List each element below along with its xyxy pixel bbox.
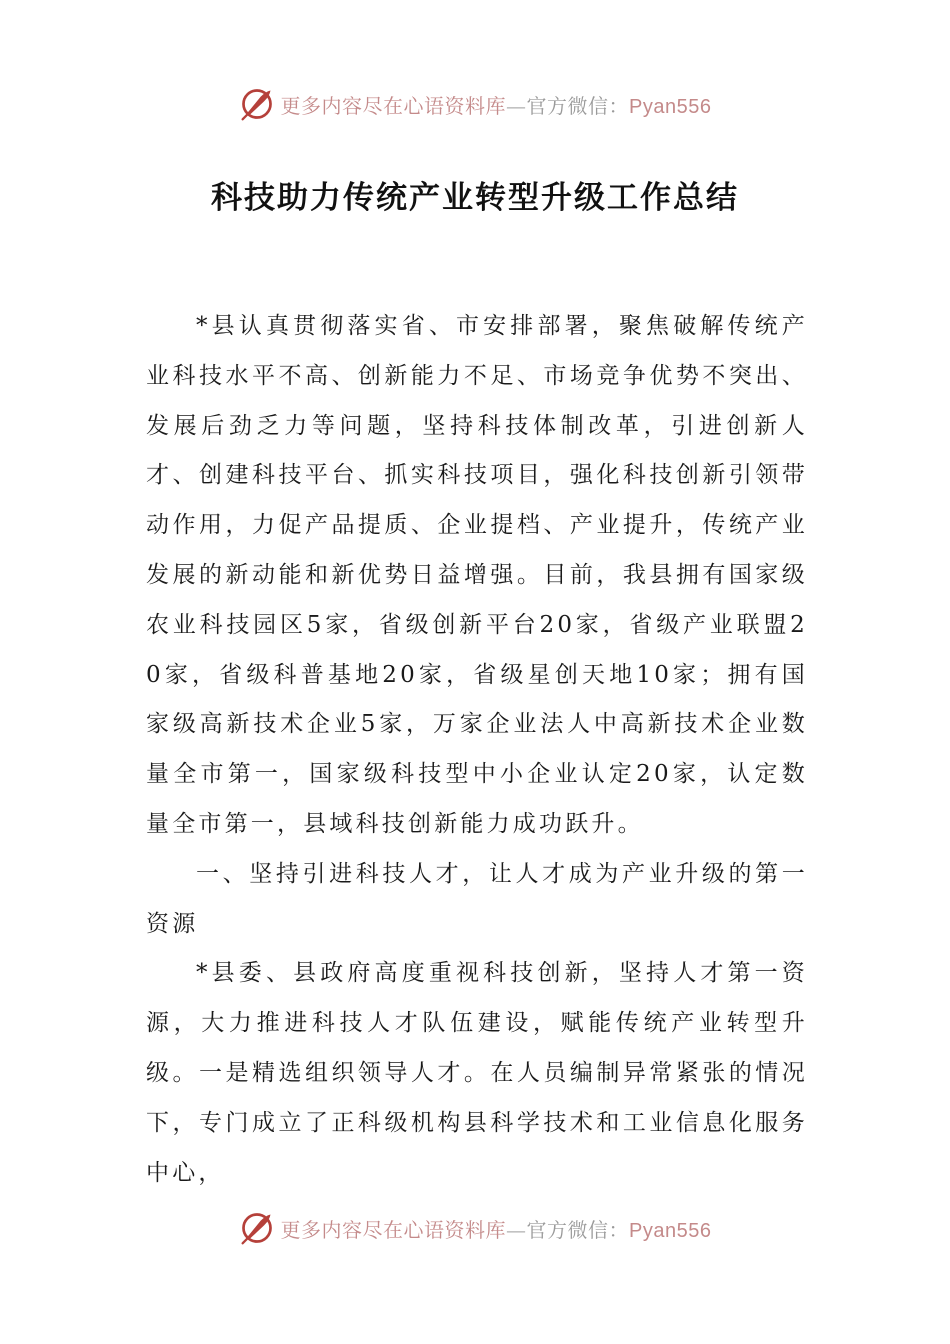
watermark-text [281, 90, 712, 119]
quill-pen-logo-icon [239, 1210, 275, 1246]
watermark-wechat-id: Pyan556 [629, 1219, 712, 1242]
footer-watermark [0, 1206, 950, 1250]
watermark-label: 官方微信： [526, 93, 630, 118]
body-paragraph-intro: *县认真贯彻落实省、市安排部署，聚焦破解传统产业科技水平不高、创新能力不足、市场竞争优势不突出、发展后劲乏力等问题，坚持科技体制改革，引进创新人才、创建科技平台、抓实科技项目，强化科技创新引领带动作用，力促产品提质、企业提档、产业提升，传统产业发展的新动能和新优势日益增强。目前，我县拥有国家级农业科技园区5家，省级创新平台20家，省级产业联盟20家，省级科普基地20家，省级星创天地10家；拥有国家级高新技术企业5家，万家企业法人中高新技术企业数量全市第一，国家级科技型中小企业认定20家，认定数量全市第一，县域科技创新能力成功跃升。 [146, 313, 808, 837]
document-body [146, 302, 808, 1198]
watermark-dash: — [506, 1217, 527, 1242]
page-title: 科技助力传统产业转型升级工作总结 [211, 180, 739, 216]
section-heading-1: 一、坚持引进科技人才，让人才成为产业升级的第一资源 [146, 860, 808, 937]
quill-pen-logo-icon [239, 86, 275, 122]
header-watermark [0, 82, 950, 126]
watermark-text [281, 1214, 712, 1243]
watermark-label: 官方微信： [526, 1217, 630, 1242]
body-paragraph-section-1: *县委、县政府高度重视科技创新，坚持人才第一资源，大力推进科技人才队伍建设，赋能传统产业转型升级。一是精选组织领导人才。在人员编制异常紧张的情况下，专门成立了正科级机构县科学技术和工业信息化服务中心， [146, 960, 808, 1186]
watermark-dash: — [506, 93, 527, 118]
watermark-wechat-id: Pyan556 [629, 95, 712, 118]
watermark-prefix: 更多内容尽在心语资料库 [280, 1217, 507, 1242]
watermark-prefix: 更多内容尽在心语资料库 [280, 93, 507, 118]
